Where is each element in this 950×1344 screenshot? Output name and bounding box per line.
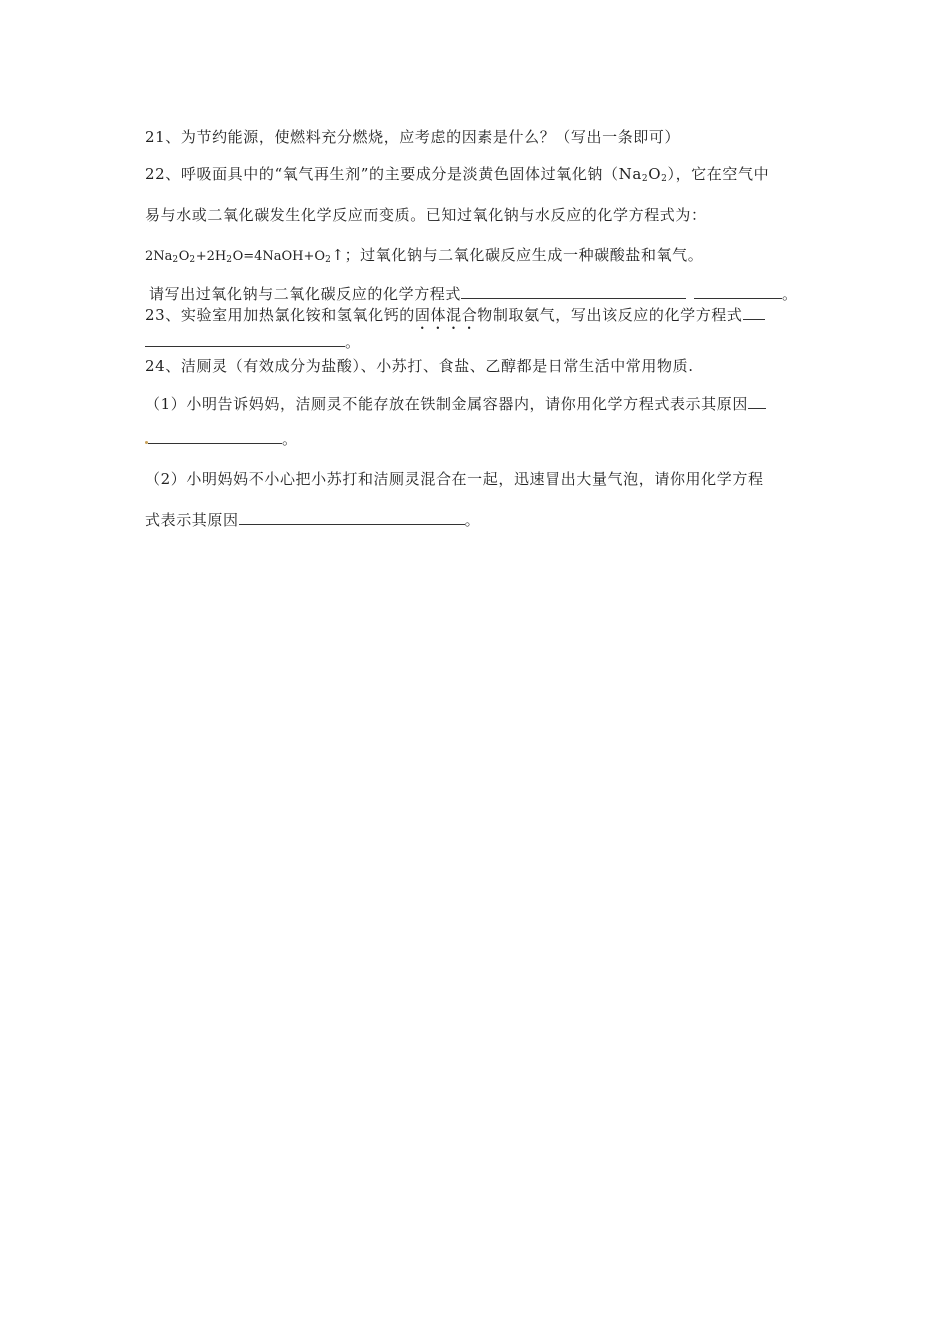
- question-24-part-2-line-2: [145, 509, 810, 531]
- period: 。: [782, 285, 798, 303]
- question-23: [145, 304, 810, 333]
- question-23-emphasis: 固体混合: [414, 306, 478, 324]
- question-22-line-2: [145, 204, 810, 226]
- subscript: 2: [172, 255, 179, 265]
- question-24-part-1-text: （1）小明告诉妈妈，洁厕灵不能存放在铁制金属容器内，请你用化学方程式表示其原因: [145, 395, 748, 413]
- question-24-part-2-text: 式表示其原因: [145, 511, 239, 529]
- question-24-text: 24、洁厕灵（有效成分为盐酸）、小苏打、食盐、乙醇都是日常生活中常用物质.: [145, 357, 694, 375]
- question-23-text: 23、实验室用加热氯化铵和氢氧化钙的: [145, 306, 415, 324]
- subscript: 2: [226, 255, 233, 265]
- period: 。: [464, 511, 481, 529]
- question-24-part-2: [145, 468, 810, 490]
- answer-blank-24-2[interactable]: [239, 510, 465, 525]
- question-23-line-2: [145, 331, 810, 353]
- question-23-text: 物制取氨气，写出该反应的化学方程式: [477, 306, 743, 324]
- answer-blank-23a[interactable]: [743, 305, 765, 320]
- question-21: [145, 126, 810, 148]
- answer-blank-22b[interactable]: [694, 284, 782, 299]
- question-24-part-2-text: （2）小明妈妈不小心把小苏打和洁厕灵混合在一起，迅速冒出大量气泡，请你用化学方程: [145, 470, 764, 488]
- question-22-equation: [145, 244, 810, 268]
- question-22-prompt: [149, 283, 814, 305]
- question-22-text: 易与水或二氧化碳发生化学反应而变质。已知过氧化钠与水反应的化学方程式为：: [145, 206, 707, 224]
- period: 。: [282, 430, 298, 448]
- subscript: 2: [325, 255, 332, 265]
- answer-blank-22a[interactable]: [461, 284, 686, 299]
- formula-part: O: [178, 249, 190, 264]
- answer-blank-23b[interactable]: [145, 332, 345, 347]
- question-24-part-1: [145, 393, 810, 415]
- subscript: 2: [189, 255, 196, 265]
- question-24-intro: [145, 355, 810, 377]
- question-22-text-end: ），它在空气中: [667, 165, 770, 183]
- question-24-part-1-line-2: [145, 428, 810, 450]
- answer-blank-24-1a[interactable]: [748, 394, 766, 409]
- question-21-text: 21、为节约能源，使燃料充分燃烧，应考虑的因素是什么？（写出一条即可）: [145, 128, 681, 146]
- answer-blank-24-1b[interactable]: [148, 429, 282, 444]
- formula-part: +2H: [195, 249, 227, 264]
- subscript: 2: [661, 174, 668, 184]
- subscript: 2: [641, 174, 649, 184]
- period: 。: [345, 333, 361, 351]
- formula-part: O: [648, 165, 662, 183]
- question-22-prompt-text: 请写出过氧化钠与二氧化碳反应的化学方程式: [149, 285, 462, 303]
- question-22-text: 22、呼吸面具中的“氧气再生剂”的主要成分是淡黄色固体过氧化钠（Na: [145, 165, 642, 183]
- question-22-line-1: [145, 163, 810, 185]
- formula-part: O=4NaOH+O: [232, 249, 326, 264]
- question-22-text: ↑；过氧化钠与二氧化碳反应生成一种碳酸盐和氧气。: [331, 246, 704, 264]
- formula-part: 2Na: [145, 249, 173, 264]
